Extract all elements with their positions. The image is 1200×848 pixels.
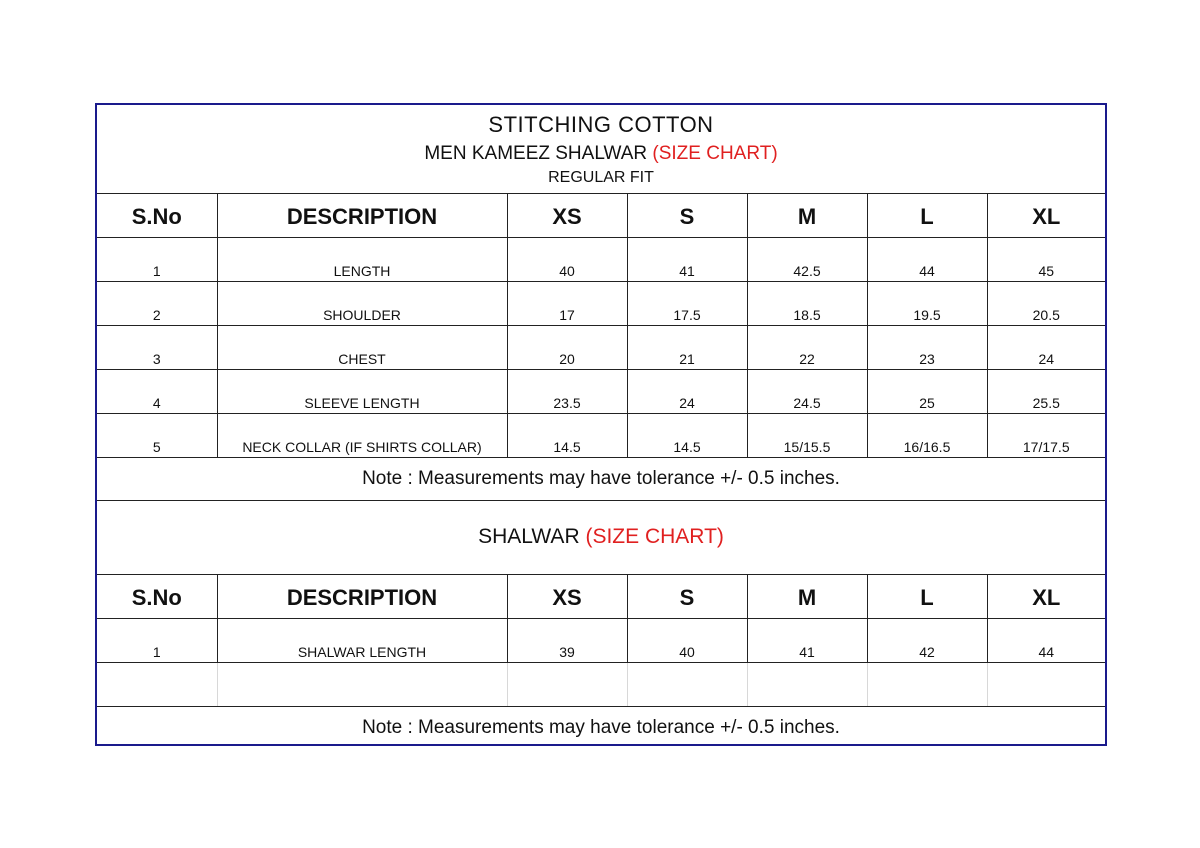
document-title: STITCHING COTTON: [488, 111, 714, 137]
table-cell: NECK COLLAR (IF SHIRTS COLLAR): [217, 413, 507, 457]
shalwar-note-row: [97, 706, 1105, 749]
kameez-subtitle-text: MEN KAMEEZ SHALWAR: [424, 142, 653, 164]
fit-label: REGULAR FIT: [548, 168, 654, 186]
table-cell: 40: [627, 618, 747, 662]
table-row: [97, 369, 1105, 413]
table-cell: 23.5: [507, 369, 627, 413]
tolerance-note: Note : Measurements may have tolerance +/- 0.5 inches.: [97, 457, 1105, 500]
table-row: [97, 325, 1105, 369]
table-row: [97, 413, 1105, 457]
table-cell: 42: [867, 618, 987, 662]
header-cell: S.No: [97, 574, 217, 618]
table-cell: 16/16.5: [867, 413, 987, 457]
header-cell: M: [747, 193, 867, 237]
table-cell: 24: [627, 369, 747, 413]
header-cell: XS: [507, 193, 627, 237]
kameez-title-row: [97, 105, 1105, 193]
empty-row: [97, 662, 1105, 706]
empty-cell: [987, 662, 1105, 706]
header-cell: M: [747, 574, 867, 618]
header-cell: S.No: [97, 193, 217, 237]
table-cell: 1: [97, 237, 217, 281]
table-cell: 41: [747, 618, 867, 662]
kameez-title-cell: [97, 105, 1105, 193]
header-cell: L: [867, 193, 987, 237]
shalwar-header-row: [97, 574, 1105, 618]
header-cell: DESCRIPTION: [217, 193, 507, 237]
shalwar-title-accent: (SIZE CHART): [585, 525, 724, 548]
table-cell: 20.5: [987, 281, 1105, 325]
table-cell: CHEST: [217, 325, 507, 369]
header-cell: S: [627, 193, 747, 237]
table-cell: 14.5: [627, 413, 747, 457]
tolerance-note: Note : Measurements may have tolerance +/- 0.5 inches.: [97, 706, 1105, 749]
table-cell: 15/15.5: [747, 413, 867, 457]
table-cell: 25.5: [987, 369, 1105, 413]
empty-cell: [747, 662, 867, 706]
table-cell: 25: [867, 369, 987, 413]
empty-cell: [507, 662, 627, 706]
shalwar-title: SHALWAR: [478, 525, 586, 548]
table-cell: 20: [507, 325, 627, 369]
table-cell: 3: [97, 325, 217, 369]
table-cell: 2: [97, 281, 217, 325]
header-cell: S: [627, 574, 747, 618]
header-cell: XL: [987, 574, 1105, 618]
size-chart-sheet: [95, 103, 1107, 746]
kameez-header-row: [97, 193, 1105, 237]
table-cell: 19.5: [867, 281, 987, 325]
empty-cell: [867, 662, 987, 706]
table-row: [97, 618, 1105, 662]
table-cell: 5: [97, 413, 217, 457]
shalwar-title-row: [97, 500, 1105, 574]
table-cell: 42.5: [747, 237, 867, 281]
table-cell: 18.5: [747, 281, 867, 325]
table-cell: 44: [987, 618, 1105, 662]
table-cell: SHALWAR LENGTH: [217, 618, 507, 662]
table-cell: 40: [507, 237, 627, 281]
table-cell: 17/17.5: [987, 413, 1105, 457]
table-cell: 17: [507, 281, 627, 325]
table-cell: 1: [97, 618, 217, 662]
kameez-subtitle: [97, 141, 1105, 167]
table-cell: 24.5: [747, 369, 867, 413]
header-cell: DESCRIPTION: [217, 574, 507, 618]
table-cell: 23: [867, 325, 987, 369]
table-cell: 4: [97, 369, 217, 413]
table-cell: 45: [987, 237, 1105, 281]
empty-cell: [97, 662, 217, 706]
table-cell: 44: [867, 237, 987, 281]
table-cell: 14.5: [507, 413, 627, 457]
header-cell: XL: [987, 193, 1105, 237]
table-cell: SLEEVE LENGTH: [217, 369, 507, 413]
table-cell: 22: [747, 325, 867, 369]
shalwar-title-cell: [97, 500, 1105, 574]
kameez-subtitle-accent: (SIZE CHART): [652, 142, 778, 164]
table-cell: 17.5: [627, 281, 747, 325]
empty-cell: [627, 662, 747, 706]
header-cell: L: [867, 574, 987, 618]
empty-cell: [217, 662, 507, 706]
table-cell: SHOULDER: [217, 281, 507, 325]
table-cell: 21: [627, 325, 747, 369]
table-cell: LENGTH: [217, 237, 507, 281]
table-cell: 24: [987, 325, 1105, 369]
kameez-note-row: [97, 457, 1105, 500]
header-cell: XS: [507, 574, 627, 618]
size-chart-table: [97, 105, 1105, 749]
table-cell: 39: [507, 618, 627, 662]
table-cell: 41: [627, 237, 747, 281]
table-row: [97, 281, 1105, 325]
table-row: [97, 237, 1105, 281]
